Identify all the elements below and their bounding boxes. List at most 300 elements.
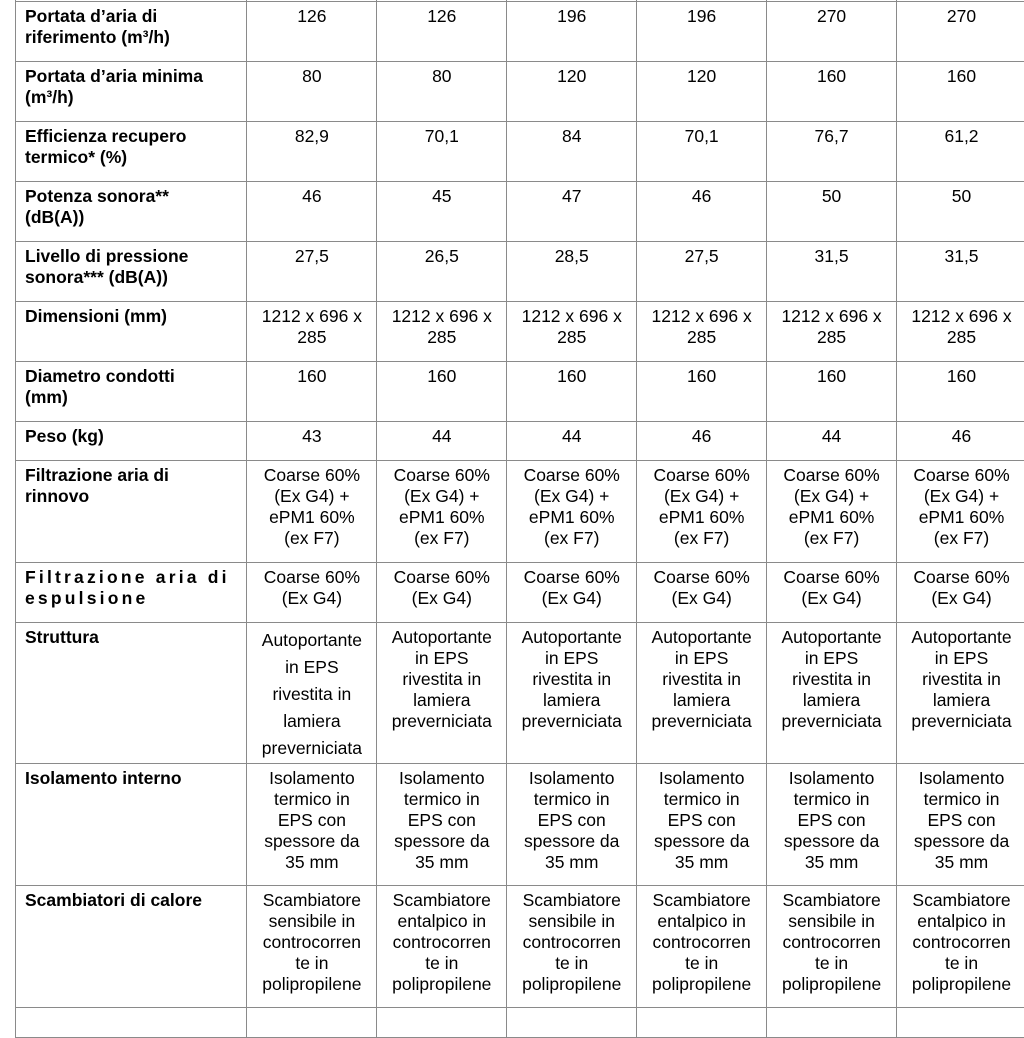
- cell-line: rivestita in: [768, 669, 895, 690]
- cell-line: (Ex G4) +: [768, 486, 895, 507]
- cell-line: Coarse 60%: [898, 465, 1024, 486]
- cell-line: lamiera: [898, 690, 1024, 711]
- cell-lines: [898, 6, 1024, 27]
- row-label-line: Dimensioni (mm): [25, 306, 240, 327]
- table-cell: [507, 422, 637, 461]
- table-cell: [247, 461, 377, 563]
- cell-lines: [768, 66, 895, 87]
- cell-line: 43: [248, 426, 375, 447]
- cell-lines: [508, 465, 635, 549]
- cell-lines: [508, 186, 635, 207]
- cell-line: preverniciata: [898, 711, 1024, 732]
- row-label-lines: [25, 768, 240, 789]
- cell-line: (Ex G4): [768, 588, 895, 609]
- cell-line: Autoportante: [508, 627, 635, 648]
- cell-line: 46: [638, 426, 765, 447]
- cell-lines: [378, 627, 505, 732]
- row-label: [16, 242, 247, 302]
- cell-line: Coarse 60%: [768, 567, 895, 588]
- cell-lines: [768, 627, 895, 732]
- cell-line: te in: [898, 953, 1024, 974]
- table-cell: [247, 886, 377, 1008]
- cell-line: 1212 x 696 x: [898, 306, 1024, 327]
- table-cell: [637, 623, 767, 764]
- cell-line: Coarse 60%: [248, 465, 375, 486]
- table-cell: [767, 422, 897, 461]
- table-row: [16, 302, 1024, 362]
- cell-lines: [768, 768, 895, 873]
- cell-line: Coarse 60%: [898, 567, 1024, 588]
- cell-lines: [508, 627, 635, 732]
- table-cell: [637, 122, 767, 182]
- cell-lines: [638, 890, 765, 995]
- cell-line: Scambiatore: [768, 890, 895, 911]
- row-label-line: sonora*** (dB(A)): [25, 267, 240, 288]
- row-label-line: Portata d’aria minima: [25, 66, 240, 87]
- cell-line: controcorren: [508, 932, 635, 953]
- table-cell: [767, 623, 897, 764]
- cell-line: 26,5: [378, 246, 505, 267]
- cell-lines: [248, 66, 375, 87]
- table-row-partial: [16, 1008, 1024, 1038]
- cell-lines: [508, 567, 635, 609]
- cell-line: 120: [508, 66, 635, 87]
- row-label: [16, 422, 247, 461]
- cell-line: 82,9: [248, 126, 375, 147]
- cell-lines: [378, 246, 505, 267]
- cell-line: polipropilene: [768, 974, 895, 995]
- cell-line: (Ex G4): [638, 588, 765, 609]
- row-label-line: (mm): [25, 387, 240, 408]
- cell-lines: [898, 426, 1024, 447]
- cell-lines: [248, 366, 375, 387]
- cell-line: controcorren: [248, 932, 375, 953]
- table-cell: [897, 422, 1024, 461]
- cell-line: ePM1 60%: [378, 507, 505, 528]
- table-cell: [897, 62, 1024, 122]
- cell-line: spessore da: [638, 831, 765, 852]
- cell-lines: [378, 426, 505, 447]
- cell-line: 27,5: [248, 246, 375, 267]
- cell-line: controcorren: [768, 932, 895, 953]
- cell-line: rivestita in: [248, 681, 375, 708]
- cell-line: 28,5: [508, 246, 635, 267]
- cell-lines: [508, 366, 635, 387]
- row-label-line: Struttura: [25, 627, 240, 648]
- cell-line: lamiera: [378, 690, 505, 711]
- cell-line: (ex F7): [508, 528, 635, 549]
- cell-line: controcorren: [898, 932, 1024, 953]
- cell-line: 285: [898, 327, 1024, 348]
- table-cell: [507, 623, 637, 764]
- table-cell: [637, 362, 767, 422]
- cell-line: termico in: [508, 789, 635, 810]
- row-label-lines: [25, 6, 240, 48]
- cell-lines: [638, 66, 765, 87]
- cell-line: (Ex G4) +: [898, 486, 1024, 507]
- row-label-line: Portata d’aria di: [25, 6, 240, 27]
- row-label-line: Efficienza recupero: [25, 126, 240, 147]
- row-label-line: espulsione: [25, 588, 240, 609]
- cell-line: 35 mm: [638, 852, 765, 873]
- cell-line: in EPS: [248, 654, 375, 681]
- table-cell: [897, 302, 1024, 362]
- cell-lines: [768, 186, 895, 207]
- cell-line: Coarse 60%: [508, 567, 635, 588]
- cell-line: Scambiatore: [508, 890, 635, 911]
- cell-line: (ex F7): [768, 528, 895, 549]
- cell-line: Coarse 60%: [768, 465, 895, 486]
- cell-lines: [378, 126, 505, 147]
- cell-line: termico in: [378, 789, 505, 810]
- cell-line: Autoportante: [898, 627, 1024, 648]
- cell-line: 61,2: [898, 126, 1024, 147]
- cell-line: polipropilene: [508, 974, 635, 995]
- table-cell: [247, 242, 377, 302]
- cell-line: 196: [638, 6, 765, 27]
- cell-line: Scambiatore: [248, 890, 375, 911]
- cell-line: (Ex G4) +: [638, 486, 765, 507]
- table-cell: [507, 886, 637, 1008]
- cell-line: spessore da: [378, 831, 505, 852]
- cell-line: entalpico in: [378, 911, 505, 932]
- cell-line: 160: [768, 66, 895, 87]
- row-label-lines: [25, 890, 240, 911]
- cell-lines: [638, 465, 765, 549]
- cell-lines: [378, 6, 505, 27]
- cell-lines: [378, 890, 505, 995]
- table-cell: [767, 461, 897, 563]
- row-label-lines: [25, 186, 240, 228]
- cell-lines: [378, 465, 505, 549]
- table-cell: [377, 623, 507, 764]
- cell-lines: [248, 126, 375, 147]
- cell-line: lamiera: [638, 690, 765, 711]
- table-row: [16, 461, 1024, 563]
- cell-line: (Ex G4): [248, 588, 375, 609]
- row-label: [16, 122, 247, 182]
- cell-line: EPS con: [898, 810, 1024, 831]
- cell-line: 31,5: [898, 246, 1024, 267]
- cell-line: termico in: [248, 789, 375, 810]
- cell-line: Coarse 60%: [638, 567, 765, 588]
- cell-line: 160: [768, 366, 895, 387]
- cell-lines: [898, 246, 1024, 267]
- cell-line: 126: [378, 6, 505, 27]
- table-row: [16, 182, 1024, 242]
- cell-line: 1212 x 696 x: [378, 306, 505, 327]
- cell-lines: [248, 768, 375, 873]
- cell-line: sensibile in: [508, 911, 635, 932]
- cell-lines: [508, 768, 635, 873]
- cell-lines: [378, 366, 505, 387]
- cell-lines: [248, 567, 375, 609]
- cell-line: 50: [768, 186, 895, 207]
- table-cell: [767, 242, 897, 302]
- cell-line: EPS con: [378, 810, 505, 831]
- cell-line: 160: [638, 366, 765, 387]
- table-cell: [897, 764, 1024, 886]
- cell-line: Scambiatore: [378, 890, 505, 911]
- table-cell: [507, 62, 637, 122]
- table-row: [16, 62, 1024, 122]
- cell-line: Coarse 60%: [248, 567, 375, 588]
- cell-line: Coarse 60%: [638, 465, 765, 486]
- cell-line: spessore da: [508, 831, 635, 852]
- cell-line: 1212 x 696 x: [248, 306, 375, 327]
- table-row: [16, 563, 1024, 623]
- table-cell: [247, 764, 377, 886]
- row-label: [16, 623, 247, 764]
- cell-lines: [768, 126, 895, 147]
- cell-line: 44: [378, 426, 505, 447]
- cell-line: 35 mm: [768, 852, 895, 873]
- table-cell: [767, 764, 897, 886]
- cell-lines: [768, 426, 895, 447]
- cell-line: (Ex G4): [508, 588, 635, 609]
- cell-line: entalpico in: [898, 911, 1024, 932]
- table-row: [16, 2, 1024, 62]
- row-label-line: Potenza sonora**: [25, 186, 240, 207]
- cell-line: EPS con: [508, 810, 635, 831]
- table-cell: [507, 242, 637, 302]
- cell-lines: [248, 186, 375, 207]
- table-cell: [507, 2, 637, 62]
- cell-line: preverniciata: [768, 711, 895, 732]
- cell-line: controcorren: [638, 932, 765, 953]
- row-label-line: Isolamento interno: [25, 768, 240, 789]
- cell-lines: [638, 306, 765, 348]
- cell-line: polipropilene: [378, 974, 505, 995]
- cell-line: Coarse 60%: [508, 465, 635, 486]
- table-cell: [637, 764, 767, 886]
- row-label-line: termico* (%): [25, 147, 240, 168]
- cell-lines: [898, 768, 1024, 873]
- cell-line: 35 mm: [508, 852, 635, 873]
- table-cell: [767, 886, 897, 1008]
- cell-line: (Ex G4): [898, 588, 1024, 609]
- cell-line: 46: [248, 186, 375, 207]
- cell-line: 270: [768, 6, 895, 27]
- table-cell: [377, 563, 507, 623]
- table-cell: [637, 302, 767, 362]
- cell-lines: [508, 6, 635, 27]
- cell-line: spessore da: [248, 831, 375, 852]
- cell-line: 70,1: [638, 126, 765, 147]
- table-cell-empty: [767, 1008, 897, 1038]
- table-cell: [637, 563, 767, 623]
- row-label: [16, 182, 247, 242]
- cell-line: (ex F7): [898, 528, 1024, 549]
- cell-line: 160: [898, 66, 1024, 87]
- cell-line: (Ex G4): [378, 588, 505, 609]
- cell-line: termico in: [768, 789, 895, 810]
- cell-line: 46: [898, 426, 1024, 447]
- cell-lines: [768, 567, 895, 609]
- cell-lines: [378, 186, 505, 207]
- cell-lines: [768, 366, 895, 387]
- cell-line: Scambiatore: [898, 890, 1024, 911]
- cell-line: in EPS: [768, 648, 895, 669]
- table-cell: [247, 422, 377, 461]
- cell-line: te in: [638, 953, 765, 974]
- row-label: [16, 302, 247, 362]
- cell-lines: [638, 768, 765, 873]
- table-cell: [897, 122, 1024, 182]
- cell-line: (Ex G4) +: [378, 486, 505, 507]
- cell-line: 285: [378, 327, 505, 348]
- cell-line: rivestita in: [638, 669, 765, 690]
- cell-line: 270: [898, 6, 1024, 27]
- cell-line: ePM1 60%: [898, 507, 1024, 528]
- cell-line: te in: [768, 953, 895, 974]
- table-cell: [507, 764, 637, 886]
- table-cell: [377, 242, 507, 302]
- cell-line: 160: [898, 366, 1024, 387]
- row-label: [16, 886, 247, 1008]
- cell-lines: [768, 6, 895, 27]
- cell-line: rivestita in: [898, 669, 1024, 690]
- cell-lines: [898, 890, 1024, 995]
- cell-line: termico in: [638, 789, 765, 810]
- table-cell: [377, 122, 507, 182]
- table-cell: [637, 886, 767, 1008]
- cell-line: ePM1 60%: [768, 507, 895, 528]
- cell-line: te in: [508, 953, 635, 974]
- cell-line: preverniciata: [248, 735, 375, 762]
- cell-line: (Ex G4) +: [508, 486, 635, 507]
- cell-line: 126: [248, 6, 375, 27]
- cell-line: 44: [508, 426, 635, 447]
- cell-lines: [248, 465, 375, 549]
- cell-lines: [898, 66, 1024, 87]
- table-cell: [897, 461, 1024, 563]
- cell-line: 45: [378, 186, 505, 207]
- cell-line: Autoportante: [638, 627, 765, 648]
- cell-lines: [898, 126, 1024, 147]
- cell-line: Isolamento: [638, 768, 765, 789]
- table-cell-empty: [247, 1008, 377, 1038]
- table-cell: [767, 563, 897, 623]
- cell-lines: [768, 890, 895, 995]
- cell-lines: [378, 66, 505, 87]
- cell-line: Autoportante: [378, 627, 505, 648]
- cell-line: in EPS: [378, 648, 505, 669]
- cell-lines: [638, 126, 765, 147]
- cell-lines: [898, 186, 1024, 207]
- table-cell: [247, 563, 377, 623]
- table-cell: [377, 302, 507, 362]
- cell-lines: [248, 6, 375, 27]
- table-cell: [377, 461, 507, 563]
- cell-lines: [508, 890, 635, 995]
- cell-line: 27,5: [638, 246, 765, 267]
- cell-line: 1212 x 696 x: [638, 306, 765, 327]
- cell-lines: [638, 426, 765, 447]
- cell-line: 196: [508, 6, 635, 27]
- table-cell: [897, 242, 1024, 302]
- cell-line: 1212 x 696 x: [768, 306, 895, 327]
- cell-line: 160: [378, 366, 505, 387]
- cell-line: lamiera: [508, 690, 635, 711]
- cell-line: 46: [638, 186, 765, 207]
- table-cell: [897, 2, 1024, 62]
- cell-line: 76,7: [768, 126, 895, 147]
- table-cell: [637, 62, 767, 122]
- cell-line: rivestita in: [508, 669, 635, 690]
- row-label: [16, 764, 247, 886]
- cell-line: 285: [508, 327, 635, 348]
- cell-line: EPS con: [248, 810, 375, 831]
- cell-line: in EPS: [898, 648, 1024, 669]
- cell-line: Isolamento: [768, 768, 895, 789]
- table-cell: [637, 182, 767, 242]
- cell-line: 80: [248, 66, 375, 87]
- cell-line: spessore da: [768, 831, 895, 852]
- cell-line: 80: [378, 66, 505, 87]
- table-row: [16, 886, 1024, 1008]
- table-cell: [377, 764, 507, 886]
- cell-line: ePM1 60%: [508, 507, 635, 528]
- table-cell: [247, 2, 377, 62]
- cell-lines: [378, 306, 505, 348]
- cell-line: 70,1: [378, 126, 505, 147]
- row-label-lines: [25, 246, 240, 288]
- cell-line: ePM1 60%: [248, 507, 375, 528]
- row-label-line: riferimento (m³/h): [25, 27, 240, 48]
- table-row: [16, 764, 1024, 886]
- table-cell: [247, 182, 377, 242]
- table-cell: [637, 461, 767, 563]
- cell-lines: [508, 246, 635, 267]
- cell-line: Isolamento: [248, 768, 375, 789]
- cell-lines: [508, 66, 635, 87]
- table-cell: [767, 362, 897, 422]
- cell-lines: [768, 246, 895, 267]
- cell-line: (Ex G4) +: [248, 486, 375, 507]
- table-row: [16, 362, 1024, 422]
- table-cell: [247, 623, 377, 764]
- row-label: [16, 461, 247, 563]
- table-cell: [897, 886, 1024, 1008]
- row-label-line: Filtrazione aria di: [25, 567, 240, 588]
- cell-line: Isolamento: [378, 768, 505, 789]
- cell-line: in EPS: [638, 648, 765, 669]
- cell-line: 160: [248, 366, 375, 387]
- cell-line: 35 mm: [378, 852, 505, 873]
- row-label-line: Livello di pressione: [25, 246, 240, 267]
- cell-lines: [898, 306, 1024, 348]
- row-label-line: Filtrazione aria di: [25, 465, 240, 486]
- table-cell: [767, 302, 897, 362]
- row-label-lines: [25, 426, 240, 447]
- row-label-lines: [25, 306, 240, 327]
- row-label: [16, 362, 247, 422]
- cell-lines: [638, 186, 765, 207]
- table-cell: [507, 302, 637, 362]
- cell-line: (ex F7): [638, 528, 765, 549]
- table-cell: [767, 182, 897, 242]
- table-cell: [507, 461, 637, 563]
- cell-line: 31,5: [768, 246, 895, 267]
- cell-line: 47: [508, 186, 635, 207]
- row-label-line: Peso (kg): [25, 426, 240, 447]
- cell-lines: [638, 6, 765, 27]
- cell-line: Scambiatore: [638, 890, 765, 911]
- cell-line: 285: [248, 327, 375, 348]
- table-cell: [897, 623, 1024, 764]
- table-cell-empty: [377, 1008, 507, 1038]
